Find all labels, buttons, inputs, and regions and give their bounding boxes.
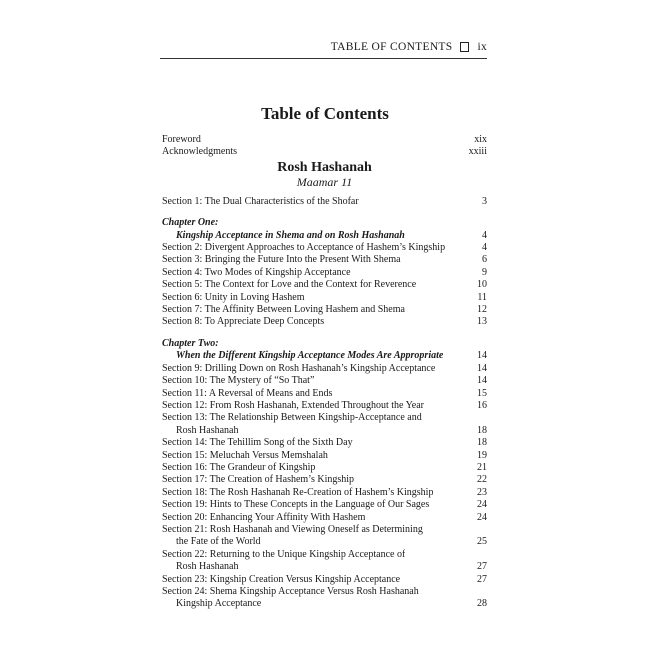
entry-label: Section 19: Hints to These Concepts in the Language of Our Sages (162, 499, 430, 511)
entry-label: Section 12: From Rosh Hashanah, Extended Throughout the Year (162, 399, 425, 411)
toc-entry (162, 524, 487, 536)
entry-label: Section 16: The Grandeur of Kingship (162, 461, 316, 473)
entry-label: Section 15: Meluchah Versus Memshalah (162, 449, 328, 461)
toc-entry (162, 574, 487, 586)
chapter-two-heading (162, 350, 487, 362)
toc-entry (162, 450, 487, 462)
entry-label-continuation: Kingship Acceptance (176, 598, 262, 610)
entry-page: 4 (482, 229, 487, 241)
toc-entry (162, 304, 487, 316)
toc-entry (162, 474, 487, 486)
entry-page: 12 (477, 304, 487, 316)
toc-entry (162, 437, 487, 449)
toc-entry (162, 388, 487, 400)
entry-label-continuation: Rosh Hashanah (176, 424, 239, 436)
entry-label: Section 22: Returning to the Unique Kingship Acceptance of (162, 548, 406, 560)
chapter-one-sections (162, 242, 487, 329)
entry-label: Section 8: To Appreciate Deep Concepts (162, 316, 325, 328)
entry-label: Section 2: Divergent Approaches to Acceptance of Hashem’s Kingship (162, 242, 446, 254)
toc-entry (162, 375, 487, 387)
chapter-two-title: When the Different Kingship Acceptance Modes Are Appropriate (176, 350, 444, 362)
entry-label-continuation: the Fate of the World (176, 536, 261, 548)
entry-label: Section 5: The Context for Love and the Context for Reverence (162, 279, 417, 291)
entry-label: Section 6: Unity in Loving Hashem (162, 291, 305, 303)
toc-entry (162, 412, 487, 424)
entry-label: Foreword (162, 134, 201, 145)
toc-list (162, 134, 487, 611)
entry-page: 18 (477, 424, 487, 436)
entry-label: Section 1: The Dual Characteristics of the Shofar (162, 195, 359, 207)
entry-label: Section 14: The Tehillim Song of the Sixth Day (162, 437, 353, 449)
chapter-two-label: Chapter Two: (162, 337, 219, 349)
toc-entry (162, 586, 487, 598)
page-number: ix (477, 41, 487, 53)
entry-page: 24 (477, 499, 487, 511)
entry-page: 24 (477, 511, 487, 523)
chapter-one-title: Kingship Acceptance in Shema and on Rosh Hashanah (176, 229, 405, 241)
toc-entry (162, 462, 487, 474)
entry-page: 13 (477, 316, 487, 328)
entry-label: Section 13: The Relationship Between Kingship-Acceptance and (162, 412, 422, 424)
entry-page: 14 (477, 350, 487, 362)
entry-label: Section 9: Drilling Down on Rosh Hashanah’s Kingship Acceptance (162, 362, 436, 374)
entry-page: 25 (477, 536, 487, 548)
toc-entry-continuation (162, 425, 487, 437)
entry-label: Section 10: The Mystery of “So That” (162, 375, 315, 387)
entry-label: Acknowledgments (162, 146, 237, 158)
entry-label: Section 4: Two Modes of Kingship Acceptance (162, 266, 351, 278)
square-ornament-icon (460, 42, 469, 52)
toc-entry (162, 512, 487, 524)
entry-page: 22 (477, 474, 487, 486)
entry-page: 27 (477, 561, 487, 573)
chapter-one-heading (162, 230, 487, 242)
entry-page: 10 (477, 279, 487, 291)
entry-label: Section 18: The Rosh Hashanah Re-Creation of Hashem’s Kingship (162, 486, 434, 498)
entry-page: 19 (477, 449, 487, 461)
entry-label-continuation: Rosh Hashanah (176, 561, 239, 573)
toc-entry-continuation (162, 536, 487, 548)
entry-page: 14 (477, 362, 487, 374)
entry-label: Section 17: The Creation of Hashem’s Kingship (162, 474, 355, 486)
entry-label: Section 7: The Affinity Between Loving Hashem and Shema (162, 304, 405, 316)
entry-page: 11 (477, 291, 487, 303)
toc-entry (162, 363, 487, 375)
entry-page: 28 (477, 598, 487, 610)
entry-page: 6 (482, 254, 487, 266)
part-subtitle: Maamar 11 (296, 174, 353, 189)
page-title: Table of Contents (261, 104, 389, 123)
toc-entry (162, 316, 487, 328)
running-head (160, 41, 487, 59)
entry-page: 16 (477, 399, 487, 411)
toc-entry (162, 254, 487, 266)
entry-label: Section 21: Rosh Hashanah and Viewing Oneself as Determining (162, 523, 423, 535)
entry-page: 21 (477, 461, 487, 473)
entry-page: 18 (477, 437, 487, 449)
running-title: TABLE OF CONTENTS (330, 41, 453, 53)
toc-entry-section-1 (162, 196, 487, 208)
entry-page: xxiii (468, 146, 487, 158)
toc-entry (162, 499, 487, 511)
entry-page: 23 (477, 486, 487, 498)
toc-entry (162, 400, 487, 412)
toc-entry (162, 242, 487, 254)
part-title: Rosh Hashanah (277, 159, 372, 175)
toc-entry (162, 267, 487, 279)
entry-page: 14 (477, 375, 487, 387)
toc-entry (162, 292, 487, 304)
toc-entry-continuation (162, 561, 487, 573)
toc-entry (162, 279, 487, 291)
entry-page: 9 (482, 266, 487, 278)
entry-page: xix (474, 134, 487, 145)
toc-entry-acknowledgments (162, 146, 487, 158)
toc-entry-continuation (162, 598, 487, 610)
entry-page: 15 (477, 387, 487, 399)
entry-label: Section 3: Bringing the Future Into the Present With Shema (162, 254, 401, 266)
entry-page: 3 (482, 195, 487, 207)
entry-label: Section 23: Kingship Creation Versus Kingship Acceptance (162, 573, 401, 585)
chapter-two-sections (162, 363, 487, 611)
toc-entry (162, 549, 487, 561)
toc-entry (162, 487, 487, 499)
header-rule (160, 58, 487, 59)
entry-label: Section 11: A Reversal of Means and Ends (162, 387, 333, 399)
entry-page: 27 (477, 573, 487, 585)
entry-page: 4 (482, 242, 487, 254)
chapter-one-label: Chapter One: (162, 217, 219, 229)
entry-label: Section 24: Shema Kingship Acceptance Versus Rosh Hashanah (162, 586, 419, 597)
toc-entry-foreword (162, 134, 487, 146)
entry-label: Section 20: Enhancing Your Affinity With Hashem (162, 511, 366, 523)
